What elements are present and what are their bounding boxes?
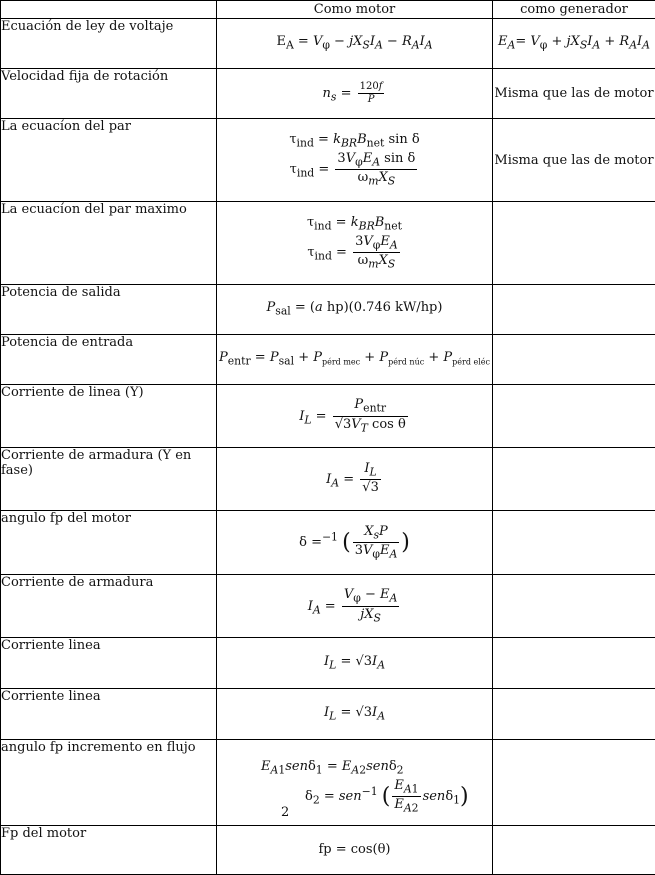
row-label: angulo fp incremento en flujo	[1, 740, 217, 826]
motor-formula: $I_A$ = $\frac{I_L}{√3}$	[217, 448, 493, 511]
generator-empty	[493, 448, 655, 511]
row-label: Corriente linea	[1, 689, 217, 740]
table-row	[1, 638, 655, 689]
header-row	[1, 1, 655, 19]
table-row	[1, 335, 655, 385]
table-row	[1, 689, 655, 740]
row-label: Corriente de armadura (Y en fase)	[1, 448, 217, 511]
generator-text: Misma que las de motor	[493, 119, 655, 202]
generator-empty	[493, 335, 655, 385]
motor-formula: $I_L = √3I_A$	[217, 689, 493, 740]
generator-empty	[493, 511, 655, 575]
motor-formula: $I_A$ = $\frac{V_\varphi - E_A}{jX_S}$	[217, 575, 493, 638]
generator-empty	[493, 826, 655, 875]
row-label: Potencia de entrada	[1, 335, 217, 385]
table-row	[1, 740, 655, 826]
motor-formula: δ =$^{-1}$ ( $\frac{X_sP}{3V_\varphi E_A}$ )	[217, 511, 493, 575]
motor-formula: $P_{entr} = P_{sal} + P_{pérd mec} + P_{pérd núc} + P_{pérd eléc}$	[217, 335, 493, 385]
table-row	[1, 511, 655, 575]
generator-empty	[493, 285, 655, 335]
motor-formula: $E_A = V_\varphi - jX_SI_A - R_AI_A$	[217, 19, 493, 69]
header-generator: como generador	[493, 1, 655, 19]
generator-empty	[493, 575, 655, 638]
row-label: Ecuación de ley de voltaje	[1, 19, 217, 69]
table-row	[1, 448, 655, 511]
motor-formula: $I_L = √3I_A$	[217, 638, 493, 689]
row-label: Corriente de linea (Y)	[1, 385, 217, 448]
row-label: La ecuacíon del par	[1, 119, 217, 202]
row-label: Velocidad fija de rotación	[1, 69, 217, 119]
row-label: Corriente de armadura	[1, 575, 217, 638]
table-row	[1, 19, 655, 69]
motor-formula: $\tau_{ind} = k_{BR}B_{net}$ sin δ $\tau_{ind}$ = $\frac{3V_\varphi E_A \sin \delta}{\omega_mX_S}$	[217, 119, 493, 202]
row-label: angulo fp del motor	[1, 511, 217, 575]
row-label: Potencia de salida	[1, 285, 217, 335]
motor-formula: $\tau_{ind} = k_{BR}B_{net}$ $\tau_{ind}$ = $\frac{3V_\varphi E_A}{\omega_mX_S}$	[217, 202, 493, 285]
table-row	[1, 385, 655, 448]
motor-formula: $n_s$ = $\frac{120f}{P}$	[217, 69, 493, 119]
generator-text: Misma que las de motor	[493, 69, 655, 119]
footnote-number: 2	[281, 805, 289, 821]
header-empty	[1, 1, 217, 19]
header-motor: Como motor	[217, 1, 493, 19]
generator-empty	[493, 689, 655, 740]
table-row	[1, 285, 655, 335]
row-label: La ecuacíon del par maximo	[1, 202, 217, 285]
motor-formula: $I_L$ = $\frac{P_{entr}}{√3V_T \cos \theta}$	[217, 385, 493, 448]
table-row	[1, 826, 655, 875]
table-row	[1, 69, 655, 119]
table-row	[1, 575, 655, 638]
table-row	[1, 202, 655, 285]
motor-formula: $P_{sal} = (a$ hp)(0.746 kW/hp)	[217, 285, 493, 335]
generator-empty	[493, 638, 655, 689]
row-label: Fp del motor	[1, 826, 217, 875]
generator-empty	[493, 740, 655, 826]
row-label: Corriente linea	[1, 638, 217, 689]
generator-empty	[493, 385, 655, 448]
motor-formula: $E_{A1}sen\delta_1 = E_{A2}sen\delta_2$ $\delta_2 = sen^{-1}$ ( $\frac{E_{A1}}{E_{A2}}$ senδ$_1$) 2	[217, 740, 493, 826]
generator-formula: $E_A= V_\varphi + jX_SI_A + R_AI_A$	[493, 19, 655, 69]
motor-formula: fp = cos(θ)	[217, 826, 493, 875]
table-row	[1, 119, 655, 202]
generator-empty	[493, 202, 655, 285]
